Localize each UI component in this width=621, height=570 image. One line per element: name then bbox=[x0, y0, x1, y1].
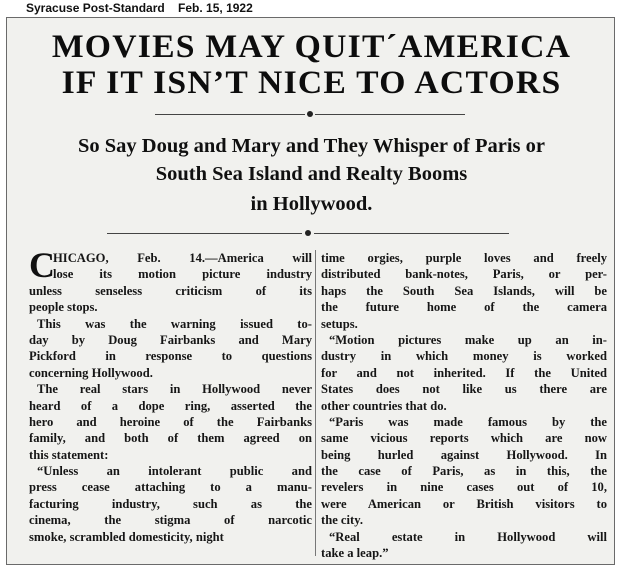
article-line: were American or British visitors to bbox=[321, 496, 607, 511]
article-line: the city. bbox=[321, 513, 363, 528]
article-line: the future home of the camera bbox=[321, 300, 607, 315]
article-line: “Real estate in Hollywood will bbox=[329, 529, 607, 544]
headline-line-2: IF IT ISN’T NICE TO ACTORS bbox=[61, 65, 562, 101]
article-line: hero and heroine of the Fairbanks bbox=[29, 414, 312, 429]
article-line: time orgies, purple loves and freely bbox=[321, 251, 607, 265]
article-line: other countries that do. bbox=[321, 398, 447, 413]
source-caption: Syracuse Post-Standard Feb. 15, 1922 bbox=[26, 1, 253, 15]
article-line: take a leap.” bbox=[321, 546, 389, 561]
article-line: lose its motion picture industry bbox=[53, 267, 312, 282]
article-line: unless senseless criticism of its bbox=[29, 283, 312, 298]
article-line: Pickford in response to questions bbox=[29, 349, 312, 364]
subhead-line-2: South Sea Island and Realty Booms bbox=[155, 163, 468, 185]
article-line: States does not like us there are bbox=[321, 382, 607, 397]
article-line: revelers in nine cases out of 10, bbox=[321, 480, 607, 495]
article-line: This was the warning issued to- bbox=[37, 316, 312, 331]
column-divider bbox=[315, 250, 316, 556]
subhead-line-3: in Hollywood. bbox=[250, 193, 373, 215]
article-line: “Motion pictures make up an in- bbox=[329, 332, 607, 347]
article-line: same vicious reports which are now bbox=[321, 431, 607, 446]
subhead-rule-ornament bbox=[305, 230, 311, 236]
article-line: heard of a dope ring, asserted the bbox=[29, 398, 312, 413]
headline-line-1: MOVIES MAY QUIT´AMERICA bbox=[51, 29, 572, 65]
article-line: day by Doug Fairbanks and Mary bbox=[29, 332, 312, 347]
subhead-rule-right bbox=[314, 233, 509, 234]
headline-rule-right bbox=[315, 114, 465, 115]
article-line: press cease attaching to a manu- bbox=[29, 480, 312, 495]
article-line: The real stars in Hollywood never bbox=[37, 382, 312, 397]
article-line: HICAGO, Feb. 14.—America will bbox=[53, 251, 312, 265]
article-line: dustry in which money is worked bbox=[321, 349, 607, 364]
article-line: “Paris was made famous by the bbox=[329, 414, 607, 429]
article-line: being hurled against Hollywood. In bbox=[321, 447, 607, 462]
article-line: distributed bank-notes, Paris, or per- bbox=[321, 267, 607, 282]
article-line: “Unless an intolerant public and bbox=[37, 464, 312, 479]
article-line: concerning Hollywood. bbox=[29, 365, 153, 380]
headline-rule-ornament bbox=[307, 111, 313, 117]
article-line: cinema, the stigma of narcotic bbox=[29, 513, 312, 528]
article-line: the case of Paris, as in this, the bbox=[321, 464, 607, 479]
article-line: setups. bbox=[321, 316, 358, 331]
subhead-rule-left bbox=[107, 233, 302, 234]
drop-cap: C bbox=[29, 245, 55, 285]
article-column-2 bbox=[321, 250, 607, 561]
headline-rule-left bbox=[155, 114, 305, 115]
article-line: people stops. bbox=[29, 300, 98, 315]
article-line: for and not inherited. If the United bbox=[321, 365, 607, 380]
newspaper-clipping bbox=[6, 17, 615, 565]
article-line: family, and both of them agreed on bbox=[29, 431, 312, 446]
article-line: facturing industry, such as the bbox=[29, 496, 312, 511]
subhead-line-1: So Say Doug and Mary and They Whisper of Paris or bbox=[77, 135, 545, 157]
article-line: smoke, scrambled domesticity, night bbox=[29, 529, 224, 544]
article-line: haps the South Sea Islands, will be bbox=[321, 283, 607, 298]
article-line: this statement: bbox=[29, 447, 109, 462]
article-column-1 bbox=[29, 250, 312, 545]
